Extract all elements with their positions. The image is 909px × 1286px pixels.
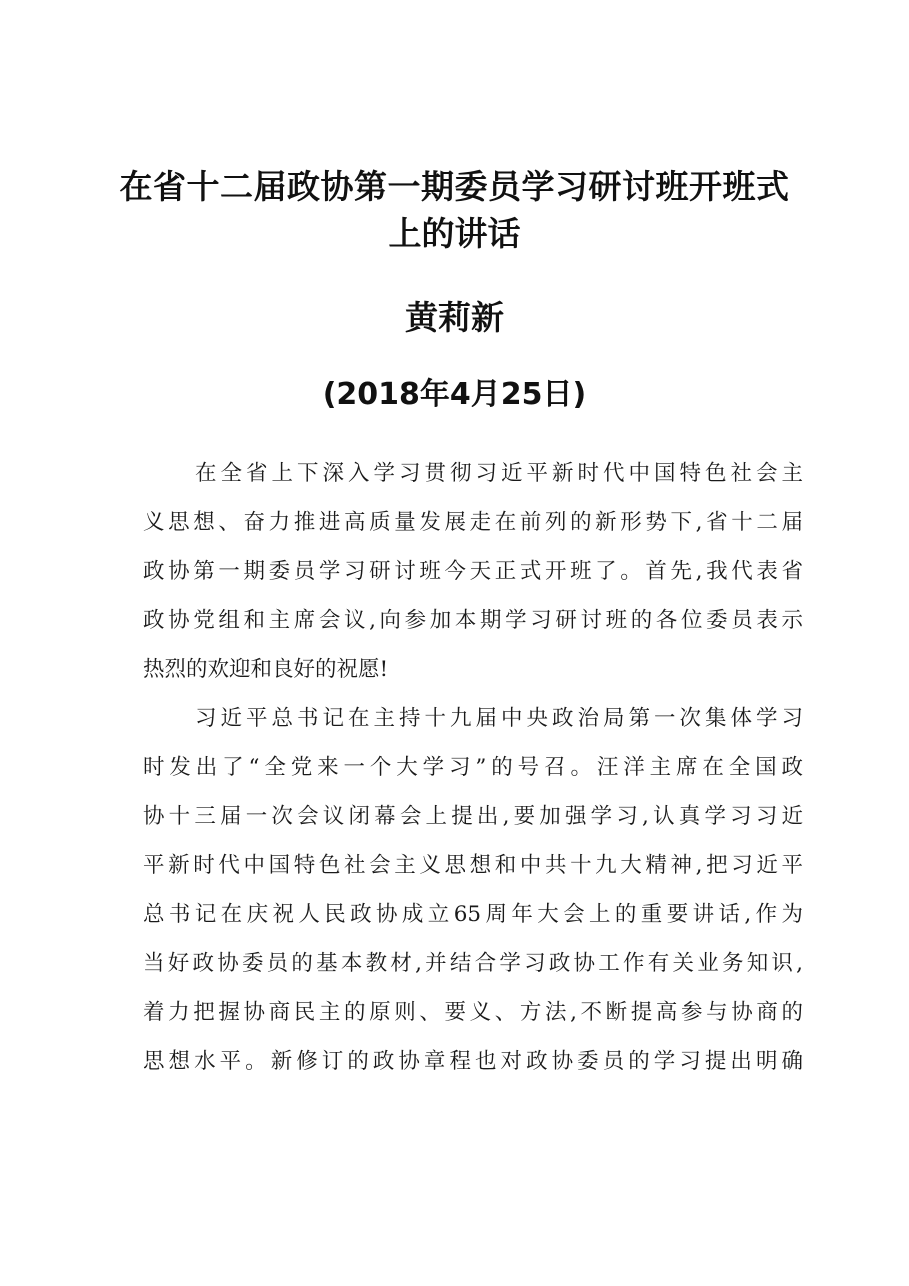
speech-date: (2018年4月25日) (322, 377, 587, 412)
paragraph-2-line-3: 协十三届一次会议闭幕会上提出,要加强学习,认真学习习近 (143, 804, 803, 829)
paragraph-1-line-4: 政协党组和主席会议,向参加本期学习研讨班的各位委员表示 (143, 608, 803, 633)
paragraph-2-line-5: 总书记在庆祝人民政协成立65周年大会上的重要讲话,作为 (143, 902, 803, 927)
paragraph-1-line-3: 政协第一期委员学习研讨班今天正式开班了。首先,我代表省 (143, 559, 803, 584)
paragraph-1-line-1: 在全省上下深入学习贯彻习近平新时代中国特色社会主 (195, 461, 803, 486)
paragraph-2-line-8: 思想水平。新修订的政协章程也对政协委员的学习提出明确 (143, 1049, 803, 1074)
document-title-line-2: 上的讲话 (388, 214, 521, 253)
paragraph-1-line-2: 义思想、奋力推进高质量发展走在前列的新形势下,省十二届 (143, 510, 803, 535)
author-name: 黄莉新 (405, 298, 504, 337)
paragraph-2-line-4: 平新时代中国特色社会主义思想和中共十九大精神,把习近平 (143, 853, 803, 878)
paragraph-2-line-6: 当好政协委员的基本教材,并结合学习政协工作有关业务知识, (143, 951, 803, 976)
paragraph-2-line-1: 习近平总书记在主持十九届中央政治局第一次集体学习 (195, 706, 803, 731)
paragraph-1-line-5: 热烈的欢迎和良好的祝愿! (143, 657, 389, 682)
paragraph-2-line-7: 着力把握协商民主的原则、要义、方法,不断提高参与协商的 (143, 1000, 803, 1025)
paragraph-2-line-2: 时发出了“全党来一个大学习”的号召。汪洋主席在全国政 (143, 755, 803, 780)
document-title-line-1: 在省十二届政协第一期委员学习研讨班开班式 (119, 167, 790, 206)
